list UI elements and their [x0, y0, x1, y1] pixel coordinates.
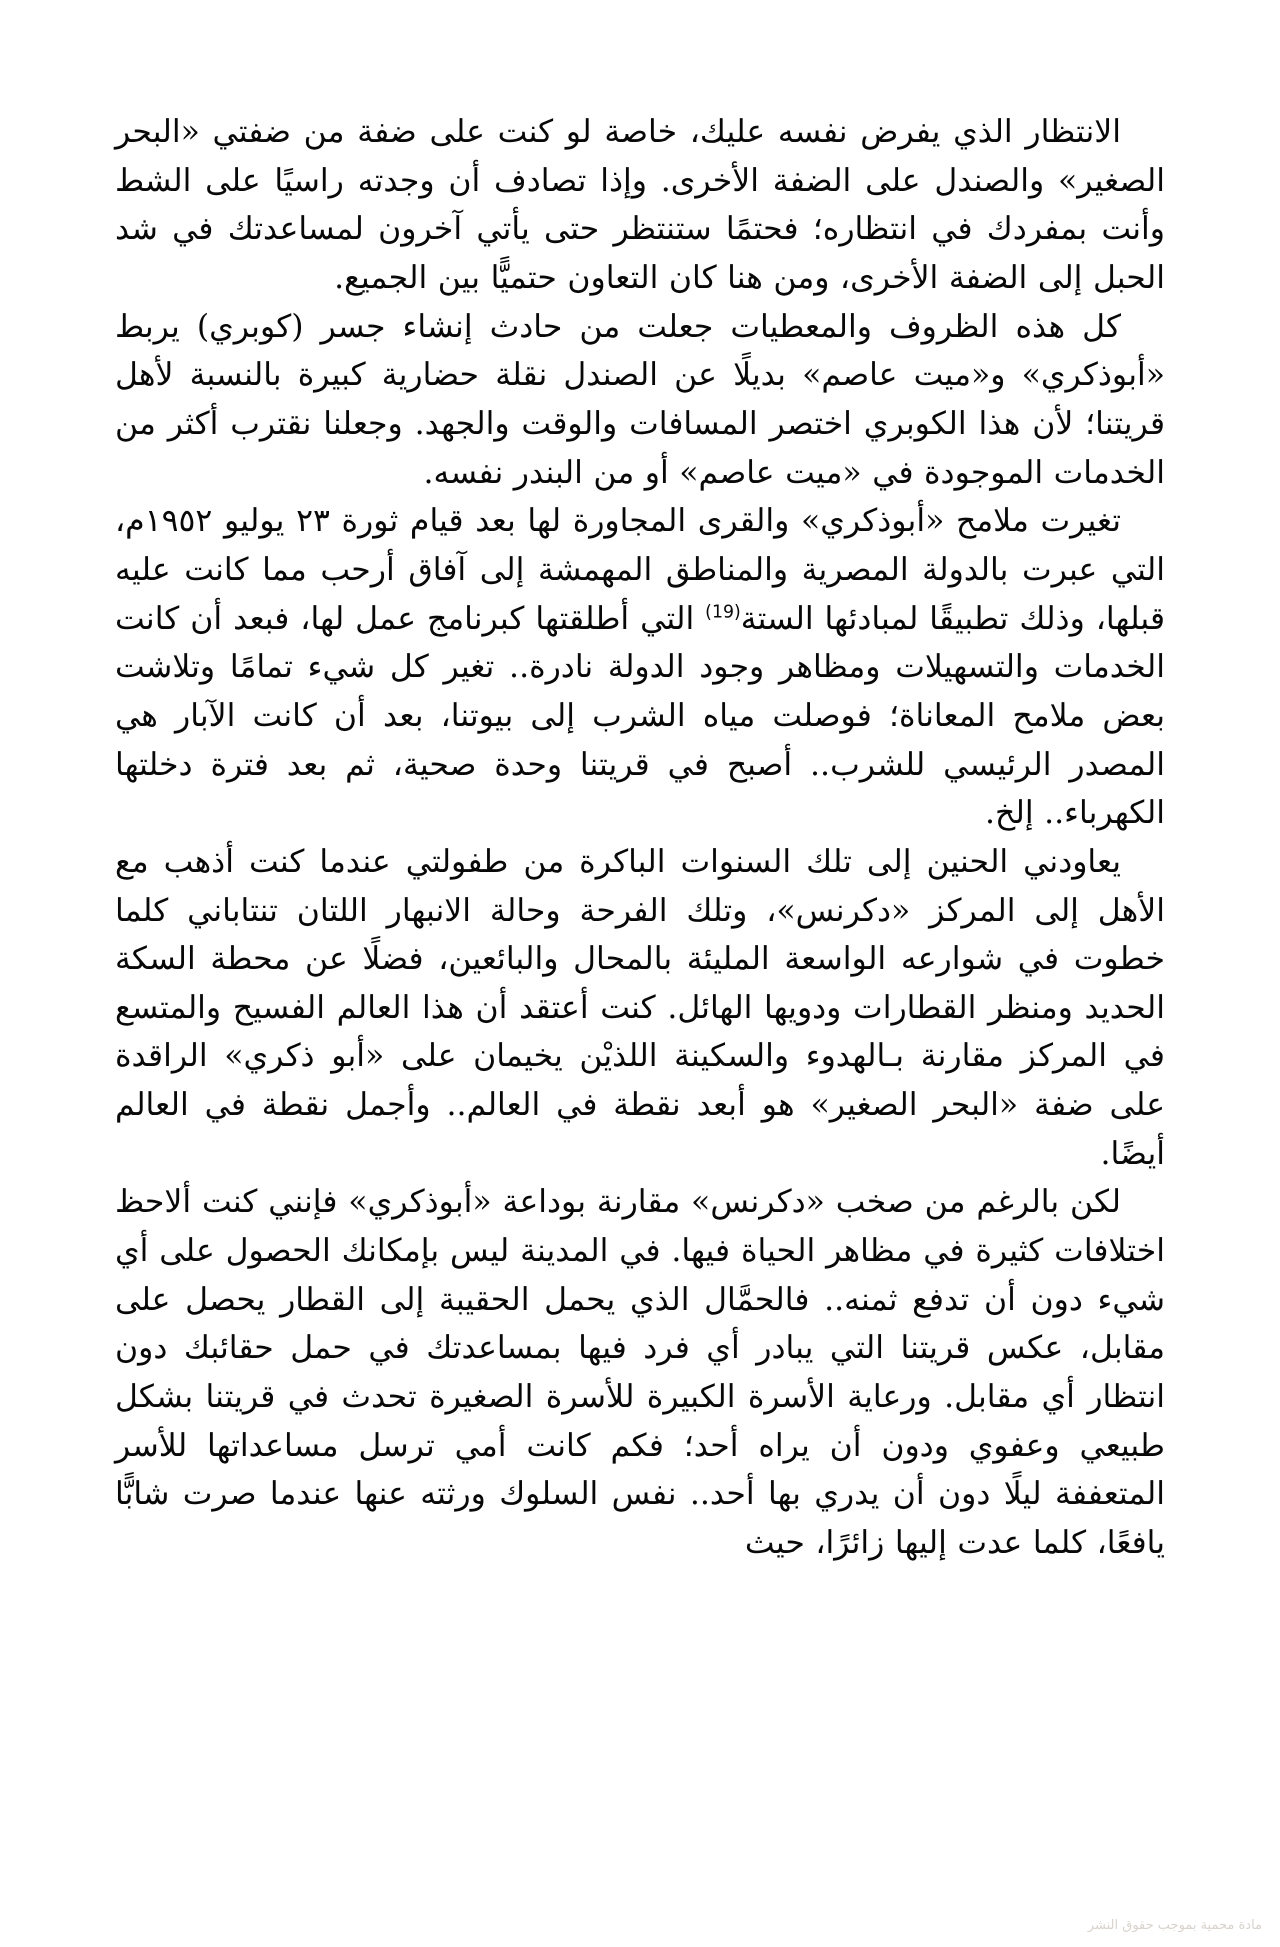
paragraph-1: الانتظار الذي يفرض نفسه عليك، خاصة لو كنت على ضفة من ضفتي «البحر الصغير» والصندل على الضفة الأخرى. وإذا تصادف أن وجدته راسيًا على الشط وأنت بمفردك في انتظاره؛ فحتمًا ستنتظر حتى يأتي آخرون لمساعدتك في شد الحبل إلى الضفة الأخرى، ومن هنا كان التعاون حتميًّا بين الجميع.: [115, 114, 1165, 296]
paragraph-3: [115, 497, 1165, 838]
paragraph-4: يعاودني الحنين إلى تلك السنوات الباكرة من طفولتي عندما كنت أذهب مع الأهل إلى المركز «دكرنس»، وتلك الفرحة وحالة الانبهار اللتان تنتاباني كلما خطوت في شوارعه الواسعة المليئة بالمحال والبائعين، فضلًا عن محطة السكة الحديد ومنظر القطارات ودويها الهائل. كنت أعتقد أن هذا العالم الفسيح والمتسع في المركز مقارنة بـالهدوء والسكينة اللذيْن يخيمان على «أبو ذكري» الراقدة على ضفة «البحر الصغير» هو أبعد نقطة في العالم.. وأجمل نقطة في العالم أيضًا.: [115, 843, 1165, 1172]
paragraph-3-text-after-footnote: التي أطلقتها كبرنامج عمل لها، فبعد أن كانت الخدمات والتسهيلات ومظاهر وجود الدولة نادرة.. تغير كل شيء تمامًا وتلاشت بعض ملامح المعاناة؛ فوصلت مياه الشرب إلى بيوتنا، بعد أن كانت الآبار هي المصدر الرئيسي للشرب.. أصبح في قريتنا وحدة صحية، ثم بعد فترة دخلتها الكهرباء.. إلخ.: [115, 600, 1165, 832]
paragraph-2: كل هذه الظروف والمعطيات جعلت من حادث إنشاء جسر (كوبري) يربط «أبوذكري» و«ميت عاصم» بديلًا عن الصندل نقلة حضارية كبيرة بالنسبة لأهل قريتنا؛ لأن هذا الكوبري اختصر المسافات والوقت والجهد. وجعلنا نقترب أكثر من الخدمات الموجودة في «ميت عاصم» أو من البندر نفسه.: [115, 308, 1165, 491]
paragraph-3-text-before-footnote: تغيرت ملامح «أبوذكري» والقرى المجاورة لها بعد قيام ثورة ٢٣ يوليو ١٩٥٢م، التي عبرت بالدولة المصرية والمناطق المهمشة إلى آفاق أرحب مما كانت عليه قبلها، وذلك تطبيقًا لمبادئها الستة: [115, 503, 1165, 637]
text-column: [115, 108, 1165, 1568]
footnote-reference-19[interactable]: (19): [705, 602, 741, 623]
paragraph-5: لكن بالرغم من صخب «دكرنس» مقارنة بوداعة «أبوذكري» فإنني كنت ألاحظ اختلافات كثيرة في مظاهر الحياة فيها. في المدينة ليس بإمكانك الحصول على أي شيء دون أن تدفع ثمنه.. فالحمَّال الذي يحمل الحقيبة إلى القطار يحصل على مقابل، عكس قريتنا التي يبادر أي فرد فيها بمساعدتك في حمل حقائبك دون انتظار أي مقابل. ورعاية الأسرة الكبيرة للأسرة الصغيرة تحدث في قريتنا بشكل طبيعي وعفوي ودون أن يراه أحد؛ فكم كانت أمي ترسل مساعداتها للأسر المتعففة ليلًا دون أن يدري بها أحد.. نفس السلوك ورثته عنها عندما صرت شابًّا يافعًا، كلما عدت إليها زائرًا، حيث: [115, 1184, 1165, 1562]
copyright-watermark: مادة محمية بموجب حقوق النشر: [1087, 1918, 1262, 1933]
